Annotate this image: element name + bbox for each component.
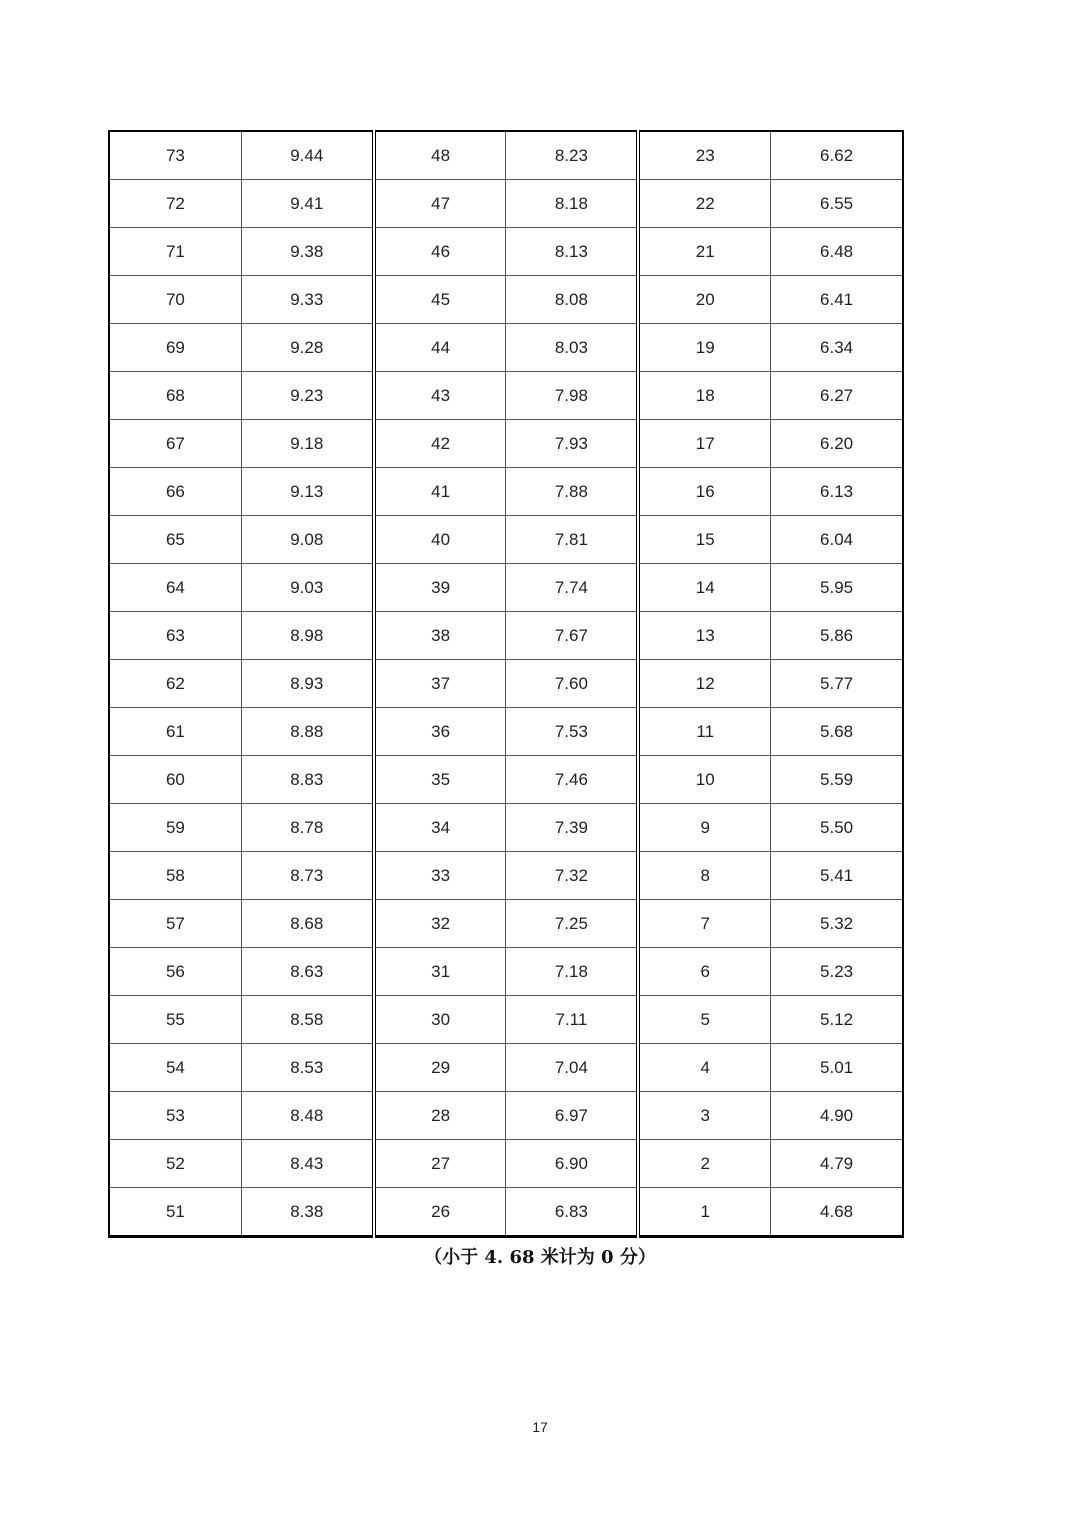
score-cell: 13 [638,612,770,660]
score-cell: 12 [638,660,770,708]
score-cell: 51 [109,1188,241,1237]
score-cell: 26 [374,1188,506,1237]
score-cell: 30 [374,996,506,1044]
score-table-body [109,131,903,1237]
table-row [109,131,903,180]
score-cell: 1 [638,1188,770,1237]
distance-cell: 6.13 [771,468,903,516]
distance-cell: 4.79 [771,1140,903,1188]
distance-cell: 9.41 [241,180,373,228]
distance-cell: 8.53 [241,1044,373,1092]
distance-cell: 5.01 [771,1044,903,1092]
distance-cell: 6.04 [771,516,903,564]
distance-cell: 6.34 [771,324,903,372]
score-cell: 44 [374,324,506,372]
distance-cell: 6.41 [771,276,903,324]
distance-cell: 7.93 [506,420,638,468]
distance-cell: 8.73 [241,852,373,900]
distance-cell: 7.18 [506,948,638,996]
score-cell: 23 [638,131,770,180]
distance-cell: 7.25 [506,900,638,948]
score-cell: 38 [374,612,506,660]
score-cell: 6 [638,948,770,996]
distance-cell: 7.39 [506,804,638,852]
table-row [109,708,903,756]
score-cell: 70 [109,276,241,324]
distance-cell: 8.83 [241,756,373,804]
score-cell: 18 [638,372,770,420]
score-cell: 73 [109,131,241,180]
table-row [109,324,903,372]
distance-cell: 5.95 [771,564,903,612]
distance-cell: 6.20 [771,420,903,468]
score-cell: 4 [638,1044,770,1092]
score-cell: 7 [638,900,770,948]
distance-cell: 4.68 [771,1188,903,1237]
score-cell: 62 [109,660,241,708]
table-row [109,660,903,708]
distance-cell: 7.60 [506,660,638,708]
score-cell: 53 [109,1092,241,1140]
score-cell: 31 [374,948,506,996]
score-cell: 2 [638,1140,770,1188]
distance-cell: 7.67 [506,612,638,660]
score-cell: 47 [374,180,506,228]
distance-cell: 5.86 [771,612,903,660]
score-cell: 67 [109,420,241,468]
distance-cell: 8.03 [506,324,638,372]
distance-cell: 9.08 [241,516,373,564]
table-row [109,900,903,948]
distance-cell: 8.23 [506,131,638,180]
distance-cell: 8.78 [241,804,373,852]
score-cell: 8 [638,852,770,900]
score-cell: 60 [109,756,241,804]
distance-cell: 8.38 [241,1188,373,1237]
distance-cell: 9.38 [241,228,373,276]
distance-cell: 6.48 [771,228,903,276]
score-cell: 37 [374,660,506,708]
score-cell: 59 [109,804,241,852]
distance-cell: 5.41 [771,852,903,900]
score-cell: 56 [109,948,241,996]
table-row [109,1044,903,1092]
distance-cell: 8.63 [241,948,373,996]
distance-cell: 7.04 [506,1044,638,1092]
table-row [109,852,903,900]
score-cell: 52 [109,1140,241,1188]
table-footnote: （小于 4. 68 米计为 0 分） [424,1247,656,1268]
score-cell: 57 [109,900,241,948]
distance-cell: 9.13 [241,468,373,516]
distance-cell: 8.93 [241,660,373,708]
distance-cell: 5.50 [771,804,903,852]
table-row [109,180,903,228]
score-cell: 61 [109,708,241,756]
distance-cell: 6.62 [771,131,903,180]
table-row [109,996,903,1044]
distance-cell: 7.32 [506,852,638,900]
distance-cell: 7.88 [506,468,638,516]
score-cell: 64 [109,564,241,612]
table-row [109,564,903,612]
score-cell: 68 [109,372,241,420]
score-cell: 45 [374,276,506,324]
score-cell: 20 [638,276,770,324]
table-row [109,756,903,804]
table-row [109,420,903,468]
score-cell: 43 [374,372,506,420]
distance-cell: 7.53 [506,708,638,756]
table-row [109,948,903,996]
distance-cell: 9.03 [241,564,373,612]
score-cell: 65 [109,516,241,564]
page-number: 17 [532,1419,548,1435]
score-cell: 63 [109,612,241,660]
distance-cell: 8.68 [241,900,373,948]
distance-cell: 4.90 [771,1092,903,1140]
distance-cell: 7.11 [506,996,638,1044]
score-table [108,130,904,1238]
table-row [109,372,903,420]
distance-cell: 5.32 [771,900,903,948]
table-row [109,276,903,324]
score-cell: 28 [374,1092,506,1140]
distance-cell: 9.28 [241,324,373,372]
table-row [109,1188,903,1237]
score-cell: 5 [638,996,770,1044]
distance-cell: 6.55 [771,180,903,228]
score-cell: 22 [638,180,770,228]
distance-cell: 6.83 [506,1188,638,1237]
score-cell: 48 [374,131,506,180]
table-row [109,1140,903,1188]
distance-cell: 6.27 [771,372,903,420]
distance-cell: 7.98 [506,372,638,420]
score-cell: 32 [374,900,506,948]
distance-cell: 5.77 [771,660,903,708]
score-cell: 42 [374,420,506,468]
distance-cell: 8.98 [241,612,373,660]
score-cell: 21 [638,228,770,276]
distance-cell: 6.90 [506,1140,638,1188]
distance-cell: 8.18 [506,180,638,228]
score-cell: 35 [374,756,506,804]
distance-cell: 6.97 [506,1092,638,1140]
score-cell: 15 [638,516,770,564]
distance-cell: 9.33 [241,276,373,324]
score-cell: 69 [109,324,241,372]
table-row [109,1092,903,1140]
score-cell: 55 [109,996,241,1044]
score-cell: 41 [374,468,506,516]
distance-cell: 5.68 [771,708,903,756]
table-row [109,804,903,852]
table-row [109,612,903,660]
score-cell: 39 [374,564,506,612]
score-cell: 58 [109,852,241,900]
score-cell: 40 [374,516,506,564]
distance-cell: 7.81 [506,516,638,564]
distance-cell: 9.18 [241,420,373,468]
score-cell: 17 [638,420,770,468]
distance-cell: 8.58 [241,996,373,1044]
score-cell: 19 [638,324,770,372]
distance-cell: 9.44 [241,131,373,180]
distance-cell: 5.59 [771,756,903,804]
score-cell: 10 [638,756,770,804]
distance-cell: 8.88 [241,708,373,756]
distance-cell: 8.43 [241,1140,373,1188]
table-row [109,516,903,564]
distance-cell: 8.08 [506,276,638,324]
distance-cell: 9.23 [241,372,373,420]
distance-cell: 8.13 [506,228,638,276]
table-row [109,228,903,276]
score-cell: 54 [109,1044,241,1092]
score-cell: 33 [374,852,506,900]
score-cell: 71 [109,228,241,276]
score-cell: 66 [109,468,241,516]
score-cell: 9 [638,804,770,852]
score-cell: 29 [374,1044,506,1092]
distance-cell: 5.12 [771,996,903,1044]
score-cell: 36 [374,708,506,756]
score-cell: 11 [638,708,770,756]
score-cell: 16 [638,468,770,516]
distance-cell: 7.74 [506,564,638,612]
score-cell: 14 [638,564,770,612]
score-cell: 46 [374,228,506,276]
table-row [109,468,903,516]
score-cell: 34 [374,804,506,852]
distance-cell: 7.46 [506,756,638,804]
distance-cell: 8.48 [241,1092,373,1140]
score-cell: 27 [374,1140,506,1188]
score-cell: 72 [109,180,241,228]
distance-cell: 5.23 [771,948,903,996]
score-cell: 3 [638,1092,770,1140]
